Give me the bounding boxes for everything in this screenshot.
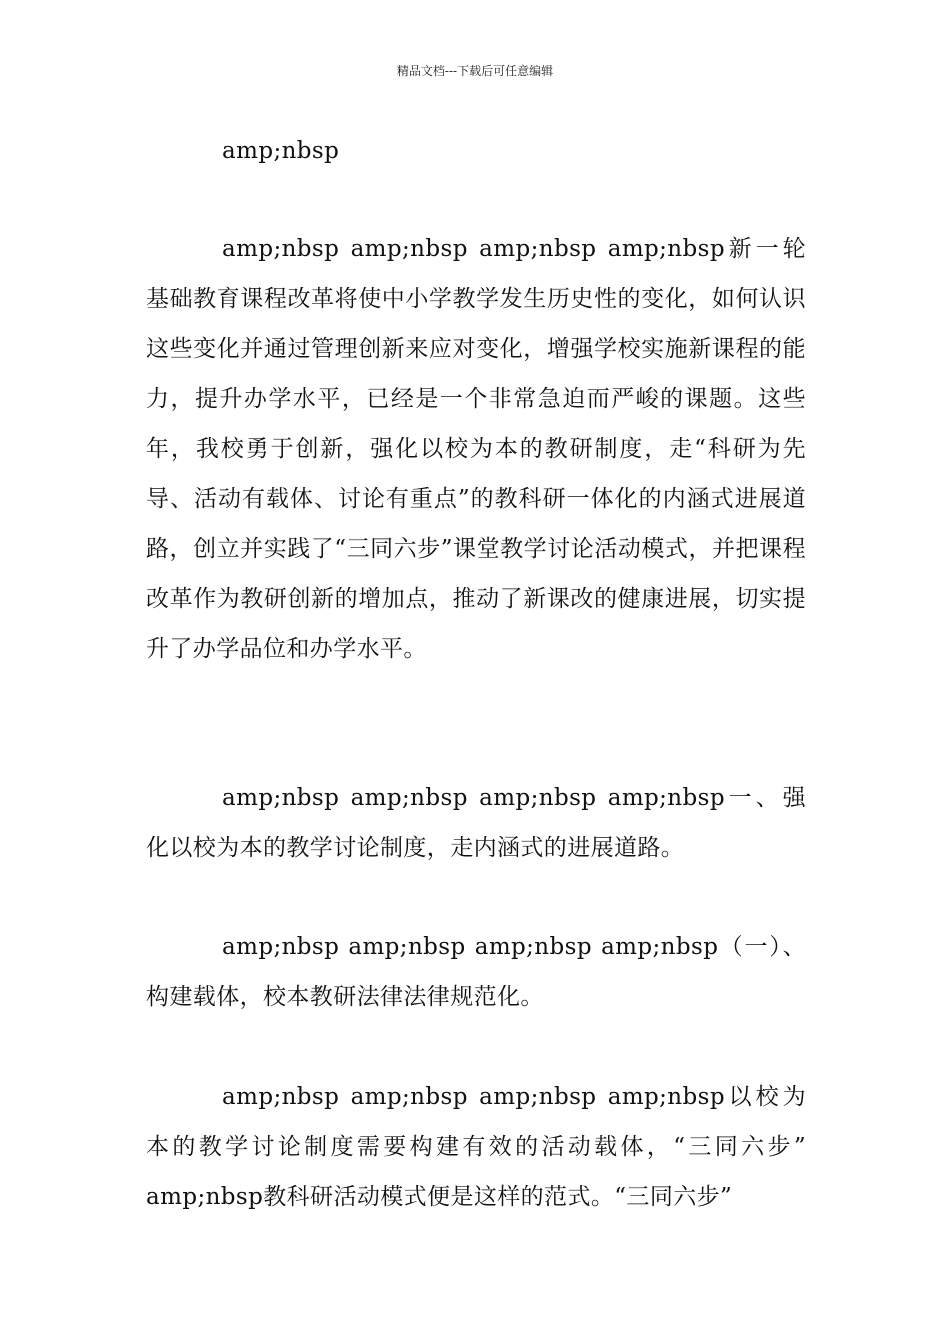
paragraph-block-2: [146, 224, 806, 674]
page-header: 精品文档---下载后可任意编辑: [396, 64, 554, 78]
paragraph-1: amp;nbsp: [222, 138, 340, 164]
paragraph-5: amp;nbsp amp;nbsp amp;nbsp amp;nbsp以校为本的教学讨论制度需要构建有效的活动载体，“三同六步” amp;nbsp教科研活动模式便是这样的范式。“三同六步”: [146, 1084, 806, 1210]
paragraph-block-5: [146, 1072, 806, 1222]
document-body: [146, 126, 806, 176]
subsection-heading-1: amp;nbsp amp;nbsp amp;nbsp amp;nbsp（一）、构建载体，校本教研法律法律规范化。: [146, 934, 806, 1010]
paragraph-block-4: [146, 922, 806, 1022]
paragraph-block-3: [146, 773, 806, 873]
paragraph-2: amp;nbsp amp;nbsp amp;nbsp amp;nbsp新一轮基础教育课程改革将使中小学教学发生历史性的变化，如何认识这些变化并通过管理创新来应对变化，增强学校实施新课程的能力，提升办学水平，已经是一个非常急迫而严峻的课题。这些年，我校勇于创新，强化以校为本的教研制度，走“科研为先导、活动有载体、讨论有重点”的教科研一体化的内涵式进展道路，创立并实践了“三同六步”课堂教学讨论活动模式，并把课程改革作为教研创新的增加点，推动了新课改的健康进展，切实提升了办学品位和办学水平。: [146, 236, 806, 662]
section-heading-1: amp;nbsp amp;nbsp amp;nbsp amp;nbsp一、强化以校为本的教学讨论制度，走内涵式的进展道路。: [146, 785, 806, 861]
